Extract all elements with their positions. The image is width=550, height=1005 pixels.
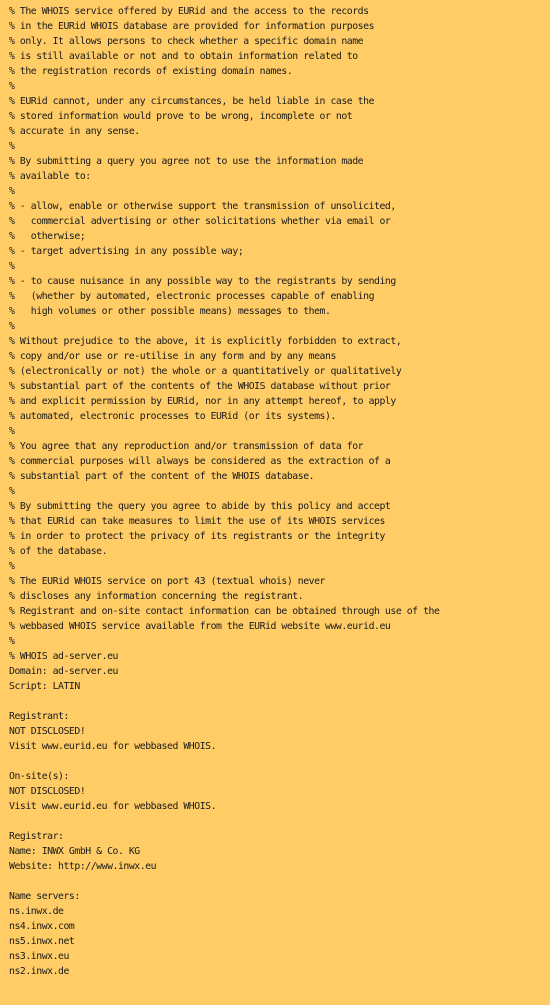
whois-line: % substantial part of the contents of the WHOIS database without prior <box>9 381 391 392</box>
whois-query-line: % WHOIS ad-server.eu <box>9 651 118 662</box>
nameserver-item: ns5.inwx.net <box>9 936 75 947</box>
whois-line: % of the database. <box>9 546 108 557</box>
whois-line: % substantial part of the content of the WHOIS database. <box>9 471 315 482</box>
whois-line: % <box>9 141 15 152</box>
whois-line: % copy and/or use or re-utilise in any form and by any means <box>9 351 336 362</box>
whois-line: % accurate in any sense. <box>9 126 140 137</box>
whois-line: % in the EURid WHOIS database are provided for information purposes <box>9 21 375 32</box>
whois-line: % discloses any information concerning the registrant. <box>9 591 304 602</box>
blank-line <box>9 754 550 769</box>
onsite-note: Visit www.eurid.eu for webbased WHOIS. <box>9 801 217 812</box>
whois-line: % By submitting a query you agree not to use the information made <box>9 156 364 167</box>
registrar-website: Website: http://www.inwx.eu <box>9 861 157 872</box>
registrant-value: NOT DISCLOSED! <box>9 726 86 737</box>
registrant-note: Visit www.eurid.eu for webbased WHOIS. <box>9 741 217 752</box>
whois-line: % You agree that any reproduction and/or transmission of data for <box>9 441 364 452</box>
whois-line: % otherwise; <box>9 231 86 242</box>
whois-line: % The EURid WHOIS service on port 43 (textual whois) never <box>9 576 325 587</box>
whois-line: % Registrant and on-site contact information can be obtained through use of the <box>9 606 440 617</box>
blank-line <box>9 814 550 829</box>
whois-line: % automated, electronic processes to EURid (or its systems). <box>9 411 336 422</box>
whois-line: % <box>9 81 15 92</box>
nameserver-item: ns4.inwx.com <box>9 921 75 932</box>
whois-line: % EURid cannot, under any circumstances, be held liable in case the <box>9 96 375 107</box>
whois-line: % webbased WHOIS service available from the EURid website www.eurid.eu <box>9 621 391 632</box>
blank-line <box>9 874 550 889</box>
nameserver-item: ns3.inwx.eu <box>9 951 69 962</box>
whois-line: % Without prejudice to the above, it is explicitly forbidden to extract, <box>9 336 402 347</box>
script-line: Script: LATIN <box>9 681 80 692</box>
whois-line: % high volumes or other possible means) messages to them. <box>9 306 331 317</box>
whois-line: % only. It allows persons to check whether a specific domain name <box>9 36 364 47</box>
whois-line: % and explicit permission by EURid, nor in any attempt hereof, to apply <box>9 396 396 407</box>
whois-line: % <box>9 426 15 437</box>
whois-line: % (whether by automated, electronic processes capable of enabling <box>9 291 375 302</box>
domain-line: Domain: ad-server.eu <box>9 666 118 677</box>
nameservers-heading: Name servers: <box>9 891 80 902</box>
whois-line: % <box>9 636 15 647</box>
registrant-heading: Registrant: <box>9 711 69 722</box>
registrar-heading: Registrar: <box>9 831 64 842</box>
whois-line: % stored information would prove to be wrong, incomplete or not <box>9 111 353 122</box>
whois-line: % commercial purposes will always be considered as the extraction of a <box>9 456 391 467</box>
whois-line: % <box>9 186 15 197</box>
onsite-value: NOT DISCLOSED! <box>9 786 86 797</box>
registrar-name: Name: INWX GmbH & Co. KG <box>9 846 140 857</box>
whois-line: % - target advertising in any possible way; <box>9 246 244 257</box>
whois-line: % is still available or not and to obtain information related to <box>9 51 358 62</box>
whois-line: % <box>9 561 15 572</box>
whois-line: % - to cause nuisance in any possible way to the registrants by sending <box>9 276 396 287</box>
blank-line <box>9 694 550 709</box>
nameserver-item: ns.inwx.de <box>9 906 64 917</box>
whois-line: % By submitting the query you agree to abide by this policy and accept <box>9 501 391 512</box>
onsite-heading: On-site(s): <box>9 771 69 782</box>
whois-line: % available to: <box>9 171 91 182</box>
whois-line: % (electronically or not) the whole or a quantitatively or qualitatively <box>9 366 402 377</box>
nameserver-item: ns2.inwx.de <box>9 966 69 977</box>
whois-line: % commercial advertising or other solicitations whether via email or <box>9 216 391 227</box>
whois-line: % that EURid can take measures to limit the use of its WHOIS services <box>9 516 385 527</box>
whois-line: % - allow, enable or otherwise support the transmission of unsolicited, <box>9 201 396 212</box>
whois-line: % <box>9 321 15 332</box>
whois-line: % The WHOIS service offered by EURid and the access to the records <box>9 6 369 17</box>
whois-line: % the registration records of existing domain names. <box>9 66 293 77</box>
whois-line: % in order to protect the privacy of its registrants or the integrity <box>9 531 385 542</box>
whois-line: % <box>9 486 15 497</box>
whois-line: % <box>9 261 15 272</box>
